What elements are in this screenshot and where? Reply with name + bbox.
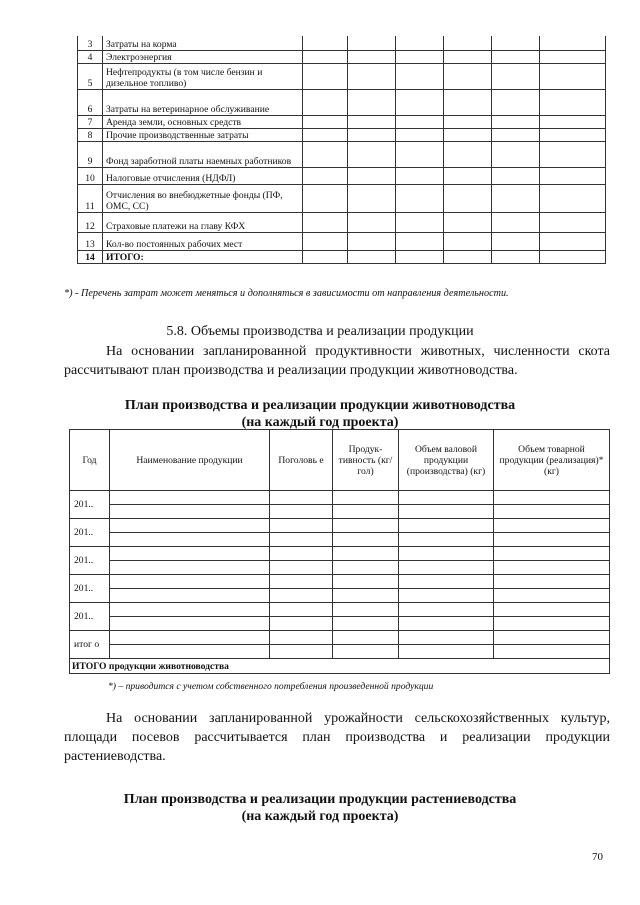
cost-cell: [444, 36, 492, 50]
cost-row-label: Аренда земли, основных средств: [103, 115, 303, 128]
cost-row-number: 13: [78, 232, 103, 250]
section-heading: 5.8. Объемы производства и реализации продукции: [166, 324, 474, 339]
header-productivity: Продук-тивность (кг/гол): [333, 430, 399, 491]
livestock-cell: [399, 519, 494, 533]
cost-cell: [303, 184, 348, 212]
cost-row: [78, 250, 606, 263]
livestock-table-footnote: *) – приводится с учетом собственного потребления произведенной продукции: [108, 681, 434, 692]
cost-row: [78, 141, 606, 167]
cost-cell: [348, 184, 396, 212]
livestock-row: [70, 561, 610, 575]
cost-row-label: Отчисления во внебюджетные фонды (ПФ, ОМС, СС): [103, 184, 303, 212]
livestock-cell: [333, 631, 399, 645]
livestock-cell: [333, 491, 399, 505]
cost-row-label: Затраты на корма: [103, 36, 303, 50]
cost-row: [78, 184, 606, 212]
cost-cell: [540, 128, 606, 141]
cost-row: [78, 50, 606, 63]
livestock-cell: [399, 533, 494, 547]
cost-cell: [303, 115, 348, 128]
livestock-row: [70, 631, 610, 645]
cost-cell: [540, 250, 606, 263]
cost-cell: [444, 184, 492, 212]
cost-cell: [492, 141, 540, 167]
livestock-cell: [333, 575, 399, 589]
cost-row-label: Налоговые отчисления (НДФЛ): [103, 167, 303, 184]
header-year: Год: [70, 430, 110, 491]
crop-intro-paragraph: На основании запланированной урожайности сельскохозяйственных культур, площади посевов рассчитывается план производства и реализации продукции растениеводства.: [64, 711, 610, 764]
livestock-intro-paragraph: На основании запланированной продуктивности животных, численности скота рассчитывают план производства и реализации продукции животноводства.: [64, 344, 610, 378]
cost-row: [78, 128, 606, 141]
livestock-cell: [270, 505, 333, 519]
header-commodity-volume: Объем товарной продукции (реализация)* (кг): [494, 430, 610, 491]
crop-plan-title-line1: План производства и реализации продукции растениеводства: [123, 792, 517, 807]
cost-row-label: Нефтепродукты (в том числе бензин и дизельное топливо): [103, 63, 303, 89]
cost-table: [77, 36, 606, 264]
livestock-cell: [110, 603, 270, 617]
header-product-name: Наименование продукции: [110, 430, 270, 491]
livestock-cell: [494, 561, 610, 575]
cost-cell: [492, 63, 540, 89]
livestock-row: [70, 519, 610, 533]
cost-cell: [348, 141, 396, 167]
livestock-cell: [333, 617, 399, 631]
header-livestock-count: Поголовь е: [270, 430, 333, 491]
cost-row-number: 14: [78, 250, 103, 263]
livestock-row: [70, 533, 610, 547]
cost-row: [78, 167, 606, 184]
livestock-cell: [494, 617, 610, 631]
cost-cell: [396, 89, 444, 115]
cost-cell: [492, 36, 540, 50]
livestock-cell: [494, 589, 610, 603]
cost-cell: [396, 115, 444, 128]
livestock-plan-table: [69, 429, 610, 674]
cost-cell: [396, 212, 444, 232]
livestock-cell: [110, 519, 270, 533]
cost-cell: [492, 50, 540, 63]
livestock-cell: [494, 575, 610, 589]
livestock-cell: [110, 617, 270, 631]
cost-cell: [303, 250, 348, 263]
livestock-cell: [110, 645, 270, 659]
livestock-cell: [270, 547, 333, 561]
livestock-cell: [270, 519, 333, 533]
livestock-cell: [270, 575, 333, 589]
cost-row: [78, 63, 606, 89]
cost-cell: [444, 212, 492, 232]
livestock-cell: [270, 561, 333, 575]
cost-cell: [396, 50, 444, 63]
cost-cell: [396, 250, 444, 263]
livestock-cell: [333, 533, 399, 547]
cost-cell: [540, 212, 606, 232]
cost-cell: [492, 115, 540, 128]
cost-row: [78, 89, 606, 115]
cost-cell: [348, 89, 396, 115]
livestock-cell: [399, 491, 494, 505]
cost-cell: [348, 128, 396, 141]
cost-cell: [396, 184, 444, 212]
cost-cell: [444, 128, 492, 141]
livestock-cell: [399, 631, 494, 645]
cost-row-number: 6: [78, 89, 103, 115]
cost-cell: [396, 36, 444, 50]
cost-row-label: Затраты на ветеринарное обслуживание: [103, 89, 303, 115]
cost-row-label: Кол-во постоянных рабочих мест: [103, 232, 303, 250]
livestock-row: [70, 589, 610, 603]
livestock-cell: [333, 561, 399, 575]
livestock-row: [70, 603, 610, 617]
cost-row: [78, 36, 606, 50]
cost-cell: [303, 232, 348, 250]
livestock-cell: [399, 645, 494, 659]
livestock-cell: [333, 519, 399, 533]
cost-cell: [303, 141, 348, 167]
cost-row-label: Электроэнергия: [103, 50, 303, 63]
cost-row-number: 5: [78, 63, 103, 89]
cost-cell: [348, 250, 396, 263]
cost-row-number: 7: [78, 115, 103, 128]
livestock-cell: [494, 645, 610, 659]
cost-cell: [492, 250, 540, 263]
cost-cell: [444, 115, 492, 128]
livestock-cell: [110, 631, 270, 645]
cost-cell: [492, 89, 540, 115]
cost-cell: [444, 250, 492, 263]
cost-cell: [303, 36, 348, 50]
livestock-cell: [333, 505, 399, 519]
crop-plan-title: [0, 791, 640, 825]
cost-row: [78, 115, 606, 128]
cost-table-footnote: *) - Перечень затрат может меняться и дополняться в зависимости от направления деятельности.: [64, 288, 509, 299]
cost-row-number: 8: [78, 128, 103, 141]
livestock-table-header-row: [70, 430, 610, 491]
cost-row-label: ИТОГО:: [103, 250, 303, 263]
cost-cell: [348, 115, 396, 128]
livestock-cell: [494, 631, 610, 645]
livestock-row: [70, 505, 610, 519]
livestock-cell: [270, 491, 333, 505]
livestock-cell: [399, 617, 494, 631]
livestock-cell: [494, 519, 610, 533]
cost-cell: [396, 167, 444, 184]
cost-cell: [492, 212, 540, 232]
year-cell: 201..: [70, 519, 110, 547]
livestock-cell: [399, 505, 494, 519]
livestock-cell: [333, 589, 399, 603]
cost-row-number: 12: [78, 212, 103, 232]
livestock-total-label: ИТОГО продукции животноводства: [70, 659, 610, 674]
livestock-row: [70, 645, 610, 659]
cost-cell: [492, 128, 540, 141]
livestock-cell: [399, 575, 494, 589]
livestock-total-row: [70, 659, 610, 674]
cost-row-label: Прочие производственные затраты: [103, 128, 303, 141]
livestock-cell: [270, 589, 333, 603]
year-cell: 201..: [70, 491, 110, 519]
cost-cell: [444, 141, 492, 167]
livestock-cell: [110, 575, 270, 589]
livestock-row: [70, 547, 610, 561]
livestock-cell: [110, 547, 270, 561]
cost-row-number: 3: [78, 36, 103, 50]
livestock-cell: [270, 533, 333, 547]
cost-cell: [396, 63, 444, 89]
livestock-cell: [110, 561, 270, 575]
cost-cell: [540, 89, 606, 115]
cost-cell: [396, 232, 444, 250]
cost-cell: [396, 128, 444, 141]
livestock-cell: [270, 603, 333, 617]
livestock-cell: [494, 491, 610, 505]
cost-cell: [492, 232, 540, 250]
cost-cell: [348, 212, 396, 232]
livestock-cell: [494, 533, 610, 547]
cost-row-label: Страховые платежи на главу КФХ: [103, 212, 303, 232]
livestock-cell: [399, 547, 494, 561]
cost-cell: [444, 232, 492, 250]
livestock-plan-title: [0, 397, 640, 431]
year-cell: 201..: [70, 575, 110, 603]
cost-row-number: 4: [78, 50, 103, 63]
cost-cell: [303, 50, 348, 63]
cost-row: [78, 212, 606, 232]
cost-cell: [348, 232, 396, 250]
cost-cell: [303, 212, 348, 232]
cost-cell: [540, 232, 606, 250]
livestock-cell: [399, 603, 494, 617]
cost-row-number: 9: [78, 141, 103, 167]
cost-row-label: Фонд заработной платы наемных работников: [103, 141, 303, 167]
cost-cell: [540, 63, 606, 89]
livestock-row: [70, 575, 610, 589]
livestock-plan-title-line2: (на каждый год проекта): [241, 415, 399, 430]
cost-cell: [492, 167, 540, 184]
livestock-row: [70, 491, 610, 505]
year-cell: 201..: [70, 603, 110, 631]
livestock-cell: [333, 547, 399, 561]
livestock-cell: [110, 491, 270, 505]
cost-cell: [540, 141, 606, 167]
livestock-cell: [333, 645, 399, 659]
livestock-cell: [110, 589, 270, 603]
cost-cell: [540, 167, 606, 184]
cost-cell: [444, 89, 492, 115]
cost-cell: [303, 167, 348, 184]
cost-cell: [396, 141, 444, 167]
cost-cell: [348, 63, 396, 89]
cost-cell: [348, 167, 396, 184]
cost-cell: [303, 63, 348, 89]
livestock-row: [70, 617, 610, 631]
cost-cell: [348, 36, 396, 50]
livestock-cell: [110, 533, 270, 547]
livestock-cell: [494, 547, 610, 561]
cost-cell: [303, 128, 348, 141]
cost-row-number: 10: [78, 167, 103, 184]
header-gross-volume: Объем валовой продукции (производства) (кг): [399, 430, 494, 491]
page-number: 70: [592, 851, 603, 863]
cost-cell: [444, 50, 492, 63]
itog-cell: итог о: [70, 631, 110, 659]
cost-cell: [540, 115, 606, 128]
crop-plan-title-line2: (на каждый год проекта): [241, 809, 399, 824]
livestock-cell: [494, 603, 610, 617]
cost-cell: [444, 167, 492, 184]
cost-cell: [492, 184, 540, 212]
livestock-cell: [110, 505, 270, 519]
livestock-cell: [399, 561, 494, 575]
livestock-cell: [270, 631, 333, 645]
livestock-cell: [399, 589, 494, 603]
livestock-cell: [333, 603, 399, 617]
cost-cell: [303, 89, 348, 115]
livestock-cell: [494, 505, 610, 519]
cost-row: [78, 232, 606, 250]
cost-cell: [348, 50, 396, 63]
livestock-cell: [270, 645, 333, 659]
cost-cell: [444, 63, 492, 89]
livestock-plan-title-line1: План производства и реализации продукции животноводства: [124, 398, 516, 413]
cost-cell: [540, 36, 606, 50]
cost-row-number: 11: [78, 184, 103, 212]
cost-cell: [540, 184, 606, 212]
cost-cell: [540, 50, 606, 63]
livestock-cell: [270, 617, 333, 631]
year-cell: 201..: [70, 547, 110, 575]
